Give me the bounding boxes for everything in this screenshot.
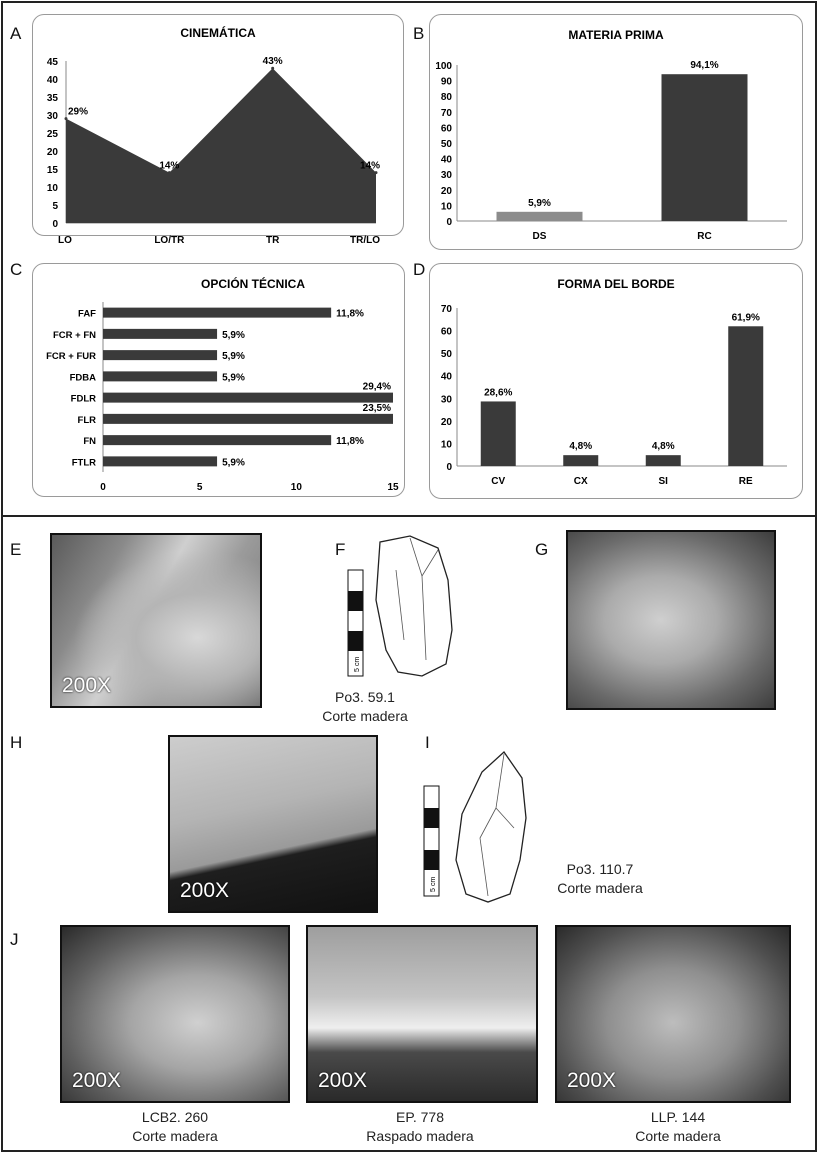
data-label: 43% xyxy=(262,56,283,68)
x-tick-label: 15 xyxy=(387,482,399,493)
bar xyxy=(103,393,393,403)
y-tick-label: 40 xyxy=(46,75,58,86)
scale-label: 5 cm xyxy=(430,876,437,892)
x-tick-label: TR/LO xyxy=(350,235,380,246)
y-tick-label: 30 xyxy=(440,394,452,406)
x-tick-label: LO xyxy=(58,235,72,246)
data-label: 14% xyxy=(159,160,180,172)
caption-l xyxy=(598,1108,758,1146)
chart-b-materia-prima xyxy=(430,15,802,249)
data-label: 14% xyxy=(359,160,380,172)
y-tick-label: FCR + FUR xyxy=(46,351,96,363)
scale-bar-segment xyxy=(348,591,363,611)
micrograph-g xyxy=(566,530,776,710)
y-tick-label: 0 xyxy=(446,217,452,228)
y-tick-label: 20 xyxy=(440,185,452,197)
data-label: 5,9% xyxy=(222,372,245,384)
scale-bar-segment xyxy=(348,631,363,651)
y-tick-label: 15 xyxy=(46,165,58,176)
caption-reference: LLP. 144 xyxy=(650,1109,706,1125)
bar xyxy=(103,435,331,445)
y-tick-label: 70 xyxy=(440,304,452,315)
caption-f xyxy=(285,688,445,726)
caption-use: Corte madera xyxy=(132,1128,218,1144)
data-label: 5,9% xyxy=(528,197,551,209)
micrograph-k xyxy=(306,925,538,1103)
scale-bar-segment xyxy=(424,808,439,828)
data-label: 28,6% xyxy=(484,387,513,399)
caption-use: Raspado madera xyxy=(366,1128,474,1144)
y-tick-label: FLR xyxy=(77,414,96,426)
y-tick-label: 50 xyxy=(440,139,452,150)
panel-letter-b: B xyxy=(413,24,425,43)
magnification-label: 200X xyxy=(72,1069,122,1092)
section-divider xyxy=(1,515,817,517)
caption-reference: LCB2. 260 xyxy=(141,1109,209,1125)
panel-letter-c: C xyxy=(10,260,23,279)
data-label: 23,5% xyxy=(362,402,391,414)
chart-box-d xyxy=(429,263,803,499)
panel-letter-j: J xyxy=(10,930,19,949)
data-label: 11,8% xyxy=(336,308,364,320)
panel-letter-h: H xyxy=(10,733,23,752)
data-label: 61,9% xyxy=(731,312,760,324)
y-tick-label: FAF xyxy=(78,308,96,320)
magnification-label: 200X xyxy=(62,674,112,697)
x-tick-label: RC xyxy=(697,231,712,242)
magnification-label: 200X xyxy=(567,1069,617,1092)
data-label: 5,9% xyxy=(222,351,245,363)
chart-d-forma-del-borde xyxy=(430,264,802,498)
y-tick-label: FN xyxy=(83,436,96,448)
x-tick-label: CX xyxy=(573,476,588,487)
area-series xyxy=(66,68,376,223)
tool-outline xyxy=(456,752,526,902)
y-tick-label: 40 xyxy=(440,154,452,166)
chart-title: OPCIÓN TÉCNICA xyxy=(200,277,306,291)
y-tick-label: 20 xyxy=(46,147,58,158)
micrograph-h xyxy=(168,735,378,913)
y-tick-label: FDLR xyxy=(70,393,96,405)
data-label: 94,1% xyxy=(690,60,719,72)
bar xyxy=(103,456,217,466)
x-tick-label: RE xyxy=(738,476,753,487)
y-tick-label: 60 xyxy=(440,123,452,135)
chart-box-b xyxy=(429,14,803,250)
y-tick-label: 30 xyxy=(46,111,58,122)
tool-outline xyxy=(376,536,452,676)
y-tick-label: 0 xyxy=(52,219,58,230)
y-tick-label: 60 xyxy=(440,326,452,338)
data-label: 29% xyxy=(68,106,89,118)
x-tick-label: DS xyxy=(532,231,547,242)
chart-title: CINEMÁTICA xyxy=(180,26,256,40)
x-tick-label: CV xyxy=(491,476,506,487)
caption-reference: Po3. 110.7 xyxy=(566,861,634,877)
bar xyxy=(563,455,598,466)
bar xyxy=(728,326,763,466)
micrograph-l xyxy=(555,925,791,1103)
y-tick-label: 10 xyxy=(46,183,58,194)
bar xyxy=(103,371,217,381)
caption-reference: Po3. 59.1 xyxy=(335,689,395,705)
y-tick-label: 30 xyxy=(440,170,452,182)
y-tick-label: FDBA xyxy=(69,372,96,384)
caption-j xyxy=(95,1108,255,1146)
data-label: 4,8% xyxy=(651,441,675,453)
caption-use: Corte madera xyxy=(635,1128,721,1144)
y-tick-label: 80 xyxy=(440,92,452,104)
data-label: 5,9% xyxy=(222,329,245,341)
y-tick-label: 20 xyxy=(440,416,452,428)
y-tick-label: 45 xyxy=(46,57,58,68)
chart-a-cinematica xyxy=(33,15,403,246)
chart-c-opcion-tecnica xyxy=(33,264,404,496)
y-tick-label: 90 xyxy=(440,76,452,88)
y-tick-label: 5 xyxy=(52,201,58,212)
x-tick-label: LO/TR xyxy=(154,235,185,246)
x-tick-label: 0 xyxy=(100,482,106,493)
tool-drawing-i xyxy=(418,748,548,908)
y-tick-label: 10 xyxy=(440,201,452,213)
scale-label: 5 cm xyxy=(354,656,361,672)
panel-letter-f: F xyxy=(335,540,346,559)
data-label: 11,8% xyxy=(336,436,364,448)
caption-reference: EP. 778 xyxy=(395,1109,444,1125)
chart-box-c xyxy=(32,263,405,497)
bar xyxy=(481,401,516,466)
bar xyxy=(103,329,217,339)
x-tick-label: 10 xyxy=(290,482,302,493)
caption-use: Corte madera xyxy=(322,708,408,724)
y-tick-label: FCR + FN xyxy=(52,329,96,341)
caption-k xyxy=(335,1108,505,1146)
magnification-label: 200X xyxy=(318,1069,368,1092)
bar xyxy=(103,414,393,424)
tool-drawing-f xyxy=(340,530,470,680)
y-tick-label: 25 xyxy=(46,129,58,140)
bar xyxy=(103,308,331,318)
bar xyxy=(662,74,748,221)
panel-letter-a: A xyxy=(10,24,22,43)
x-tick-label: 5 xyxy=(196,482,203,493)
x-tick-label: SI xyxy=(658,476,668,487)
y-tick-label: 100 xyxy=(435,61,452,72)
y-tick-label: 50 xyxy=(440,349,452,361)
y-tick-label: 0 xyxy=(446,462,452,473)
panel-letter-i: I xyxy=(425,733,430,752)
data-label: 4,8% xyxy=(569,441,593,453)
y-tick-label: 10 xyxy=(440,439,452,451)
micrograph-j xyxy=(60,925,290,1103)
bar xyxy=(103,350,217,360)
bar xyxy=(497,212,583,221)
y-tick-label: FTLR xyxy=(71,457,96,469)
chart-title: FORMA DEL BORDE xyxy=(557,277,675,291)
y-tick-label: 40 xyxy=(440,371,452,383)
panel-letter-d: D xyxy=(413,260,426,279)
data-label: 5,9% xyxy=(222,457,245,469)
x-tick-label: TR xyxy=(265,235,280,246)
data-label: 29,4% xyxy=(362,381,391,393)
bar xyxy=(646,455,681,466)
panel-letter-g: G xyxy=(535,540,549,559)
magnification-label: 200X xyxy=(180,879,230,902)
panel-letter-e: E xyxy=(10,540,22,559)
y-tick-label: 35 xyxy=(46,93,58,104)
caption-use: Corte madera xyxy=(557,880,643,896)
caption-i xyxy=(530,860,670,898)
chart-box-a xyxy=(32,14,404,246)
scale-bar-segment xyxy=(424,850,439,870)
y-tick-label: 70 xyxy=(440,107,452,119)
micrograph-e xyxy=(50,533,262,708)
chart-title: MATERIA PRIMA xyxy=(568,28,664,42)
